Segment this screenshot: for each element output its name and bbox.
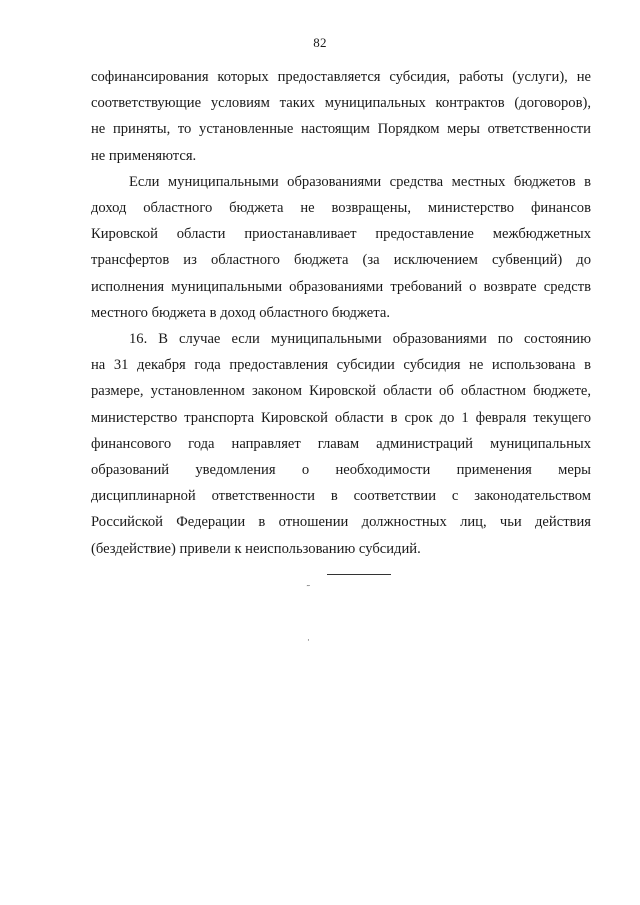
paragraph <box>91 169 591 326</box>
document-body <box>91 64 591 562</box>
paragraph <box>91 326 591 562</box>
text-line: министерство транспорта Кировской области в срок до 1 февраля текущего <box>91 409 591 426</box>
text-line: не применяются. <box>91 147 197 164</box>
text-line: исполнения муниципальными образованиями требований о возврате средств <box>91 278 591 295</box>
text-line: доход областного бюджета не возвращены, министерство финансов <box>91 200 591 217</box>
scan-speck: ˜ <box>306 585 311 595</box>
text-line: местного бюджета в доход областного бюджета. <box>91 304 390 321</box>
text-line: соответствующие условиям таких муниципальных контрактов (договоров), <box>91 95 591 112</box>
text-line: на 31 декабря года предоставления субсидии субсидия не использована в <box>91 357 591 374</box>
text-line: Если муниципальными образованиями средства местных бюджетов в <box>129 173 591 190</box>
text-line: дисциплинарной ответственности в соответствии с законодательством <box>91 488 591 505</box>
scan-speck: · <box>307 636 310 646</box>
paragraph <box>91 64 591 169</box>
text-line: софинансирования которых предоставляется субсидия, работы (услуги), не <box>91 69 591 85</box>
text-line: (бездействие) привели к неиспользованию субсидий. <box>91 540 421 557</box>
text-line: Кировской области приостанавливает предоставление межбюджетных <box>91 226 591 243</box>
end-divider-line <box>327 574 391 575</box>
text-line: не приняты, то установленные настоящим Порядком меры ответственности <box>91 121 591 138</box>
text-line: Российской Федерации в отношении должностных лиц, чьи действия <box>91 514 591 531</box>
text-line: образований уведомления о необходимости применения меры <box>91 462 591 479</box>
text-line: размере, установленном законом Кировской области об областном бюджете, <box>91 383 591 400</box>
text-line: 16. В случае если муниципальными образованиями по состоянию <box>129 331 591 348</box>
text-line: трансфертов из областного бюджета (за исключением субвенций) до <box>91 252 591 269</box>
text-line: финансового года направляет главам администраций муниципальных <box>91 435 591 452</box>
page-number: 82 <box>313 35 327 50</box>
